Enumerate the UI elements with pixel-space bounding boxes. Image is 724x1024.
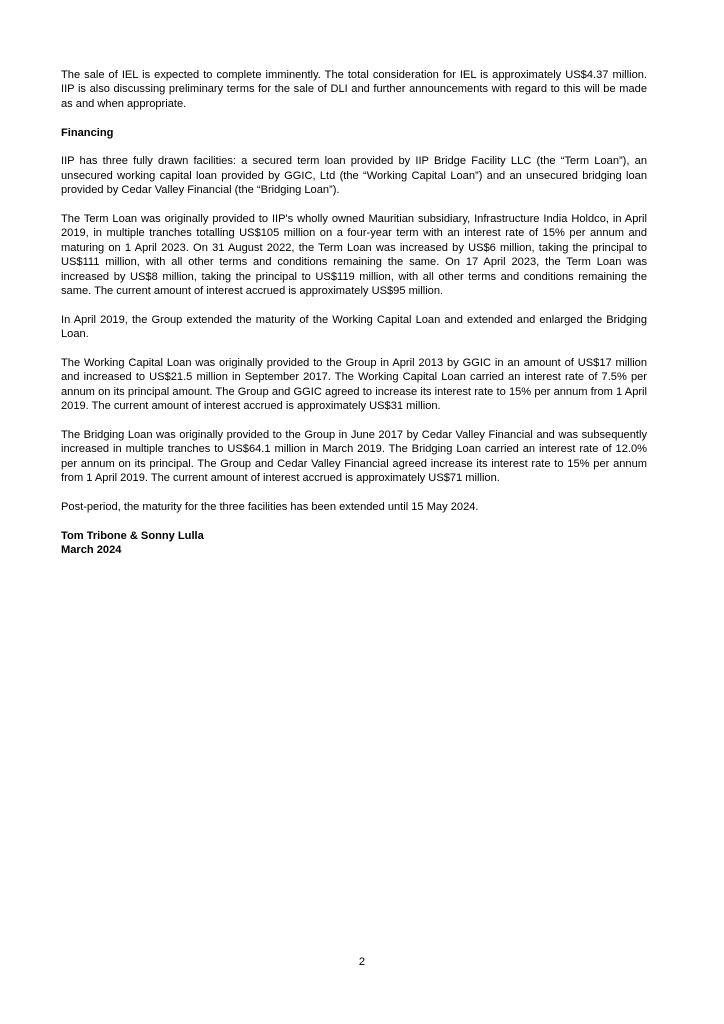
signature-date: March 2024 xyxy=(61,544,122,557)
paragraph-term-loan: The Term Loan was originally provided to IIP's wholly owned Mauritian subsidiary, Infrastructure India Holdco, in April 2019, in multiple tranches totalling US$105 million on a four-year term with an interest rate of 15% per annum and maturing on 1 April 2023. On 31 August 2022, the Term Loan was increased by US$6 million, taking the principal to US$111 million, with all other terms and conditions remaining the same. On 17 April 2023, the Term Loan was increased by US$8 million, taking the principal to US$119 million, with all other terms and conditions remaining the same. The current amount of interest accrued is approximately US$95 million. xyxy=(61,213,647,298)
page-number: 2 xyxy=(358,956,366,968)
paragraph-sale-iel: The sale of IEL is expected to complete imminently. The total consideration for IEL is approximately US$4.37 million. IIP is also discussing preliminary terms for the sale of DLI and further announcements with regard to this will be made as and when appropriate. xyxy=(61,69,647,110)
paragraph-working-capital-loan: The Working Capital Loan was originally provided to the Group in April 2013 by GGIC in an amount of US$17 million and increased to US$21.5 million in September 2017. The Working Capital Loan carried an interest rate of 7.5% per annum on its principal amount. The Group and GGIC agreed to increase its interest rate to 15% per annum from 1 April 2019. The current amount of interest accrued is approximately US$31 million. xyxy=(61,357,647,413)
section-heading-financing: Financing xyxy=(61,126,114,139)
paragraph-bridging-loan: The Bridging Loan was originally provided to the Group in June 2017 by Cedar Valley Financial and was subsequently increased in multiple tranches to US$64.1 million in March 2019. The Bridging Loan carried an interest rate of 12.0% per annum on its principal. The Group and Cedar Valley Financial agreed increase its interest rate to 15% per annum from 1 April 2019. The current amount of interest accrued is approximately US$71 million. xyxy=(61,429,647,485)
paragraph-extension-2019: In April 2019, the Group extended the maturity of the Working Capital Loan and extended and enlarged the Bridging Loan. xyxy=(61,313,647,341)
document-body xyxy=(61,68,647,558)
paragraph-facilities: IIP has three fully drawn facilities: a secured term loan provided by IIP Bridge Facility LLC (the “Term Loan”), an unsecured working capital loan provided by GGIC, Ltd (the “Working Capital Loan”) and an unsecured bridging loan provided by Cedar Valley Financial (the “Bridging Loan”). xyxy=(61,155,647,197)
paragraph-post-period: Post-period, the maturity for the three facilities has been extended until 15 May 2024. xyxy=(61,501,479,514)
signature-names: Tom Tribone & Sonny Lulla xyxy=(61,529,204,542)
